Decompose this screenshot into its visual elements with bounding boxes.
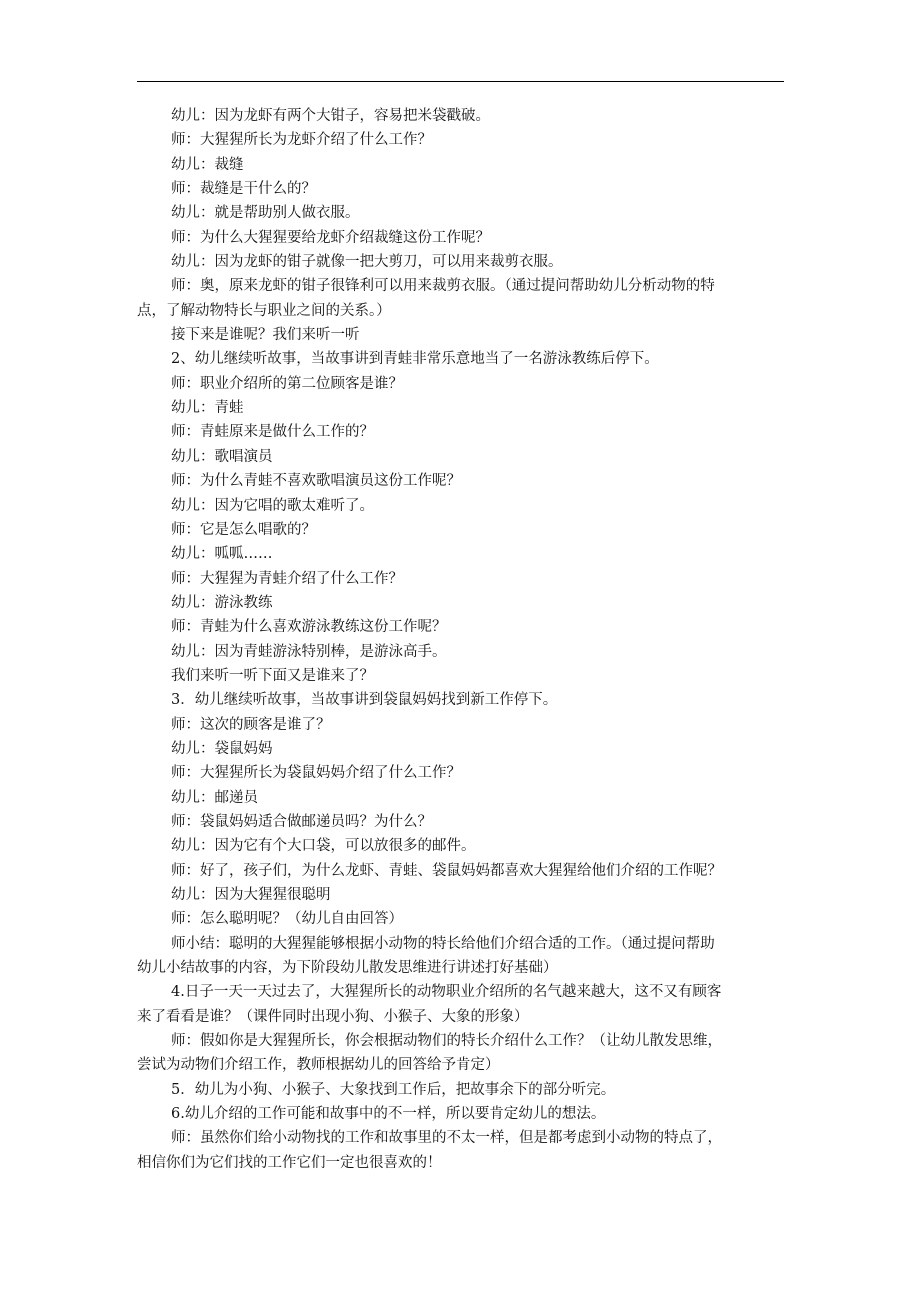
text-line: 幼儿：因为龙虾有两个大钳子，容易把米袋戳破。: [171, 108, 490, 124]
text-line: 师：为什么青蛙不喜欢歌唱演员这份工作呢？: [171, 473, 461, 490]
text-line: 幼儿：就是帮助别人做衣服。: [171, 205, 360, 222]
text-line: 3．幼儿继续听故事，当故事讲到袋鼠妈妈找到新工作停下。: [171, 692, 558, 709]
text-line: 幼儿：呱呱……: [171, 546, 273, 563]
text-line: 幼儿：游泳教练: [171, 594, 273, 611]
text-line: 尝试为动物们介绍工作，教师根据幼儿的回答给予肯定）: [137, 1057, 500, 1074]
text-line: 师：为什么大猩猩要给龙虾介绍裁缝这份工作呢？: [171, 229, 490, 246]
text-line: 幼儿：因为它唱的歌太难听了。: [171, 497, 374, 514]
text-line: 师：奥，原来龙虾的钳子很锋利可以用来裁剪衣服。（通过提问帮助幼儿分析动物的特: [171, 278, 715, 295]
text-line: 6.幼儿介绍的工作可能和故事中的不一样，所以要肯定幼儿的想法。: [171, 1106, 606, 1123]
text-line: 师：裁缝是干什么的？: [171, 181, 316, 198]
text-line: 来了看看是谁？（课件同时出现小狗、小猴子、大象的形象）: [137, 1008, 529, 1025]
text-line: 幼儿：袋鼠妈妈: [171, 740, 273, 757]
text-line: 幼儿：邮递员: [171, 789, 258, 806]
text-line: 师：大猩猩所长为袋鼠妈妈介绍了什么工作？: [171, 765, 461, 782]
text-line: 师：大猩猩所长为龙虾介绍了什么工作？: [171, 132, 432, 149]
text-line: 师小结：聪明的大猩猩能够根据小动物的特长给他们介绍合适的工作。（通过提问帮助: [171, 935, 715, 952]
text-line: 师：这次的顾客是谁了？: [171, 716, 331, 733]
header-rule: [137, 81, 784, 82]
text-line: 幼儿：因为青蛙游泳特别棒，是游泳高手。: [171, 643, 447, 660]
text-line: 幼儿：青蛙: [171, 400, 244, 417]
text-line: 师：它是怎么唱歌的？: [171, 521, 316, 538]
text-line: 师：怎么聪明呢？（幼儿自由回答）: [171, 911, 403, 928]
text-line: 4.日子一天一天过去了，大猩猩所长的动物职业介绍所的名气越来越大，这不又有顾客: [171, 984, 722, 1001]
text-line: 幼儿：因为大猩猩很聪明: [171, 887, 331, 903]
text-line: 师：好了，孩子们，为什么龙虾、青蛙、袋鼠妈妈都喜欢大猩猩给他们介绍的工作呢？: [171, 862, 722, 879]
text-line: 师：虽然你们给小动物找的工作和故事里的不太一样，但是都考虑到小动物的特点了，: [171, 1130, 722, 1147]
text-line: 师：青蛙为什么喜欢游泳教练这份工作呢？: [171, 619, 447, 636]
text-line: 师：职业介绍所的第二位顾客是谁？: [171, 375, 403, 392]
text-line: 师：青蛙原来是做什么工作的？: [171, 424, 374, 441]
text-line: 接下来是谁呢？我们来听一听: [171, 327, 360, 344]
text-line: 师：袋鼠妈妈适合做邮递员吗？为什么？: [171, 813, 432, 830]
text-line: 相信你们为它们找的工作它们一定也很喜欢的！: [137, 1154, 442, 1171]
text-line: 幼儿：歌唱演员: [171, 448, 273, 465]
text-line: 2、幼儿继续听故事，当故事讲到青蛙非常乐意地当了一名游泳教练后停下。: [171, 351, 659, 368]
text-line: 点，了解动物特长与职业之间的关系。）: [137, 302, 391, 319]
text-line: 师：大猩猩为青蛙介绍了什么工作？: [171, 570, 403, 587]
text-line: 师：假如你是大猩猩所长，你会根据动物们的特长介绍什么工作？（让幼儿散发思维，: [171, 1033, 722, 1050]
text-line: 5．幼儿为小狗、小猴子、大象找到工作后，把故事余下的部分听完。: [171, 1081, 616, 1098]
text-line: 我们来听一听下面又是谁来了？: [171, 667, 374, 684]
text-line: 幼儿：因为龙虾的钳子就像一把大剪刀，可以用来裁剪衣服。: [171, 254, 563, 271]
document-body: [137, 104, 784, 1175]
text-line: 幼儿小结故事的内容，为下阶段幼儿散发思维进行讲述打好基础）: [137, 960, 558, 977]
text-line: 幼儿：因为它有个大口袋，可以放很多的邮件。: [171, 838, 476, 855]
text-line: 幼儿：裁缝: [171, 156, 244, 173]
